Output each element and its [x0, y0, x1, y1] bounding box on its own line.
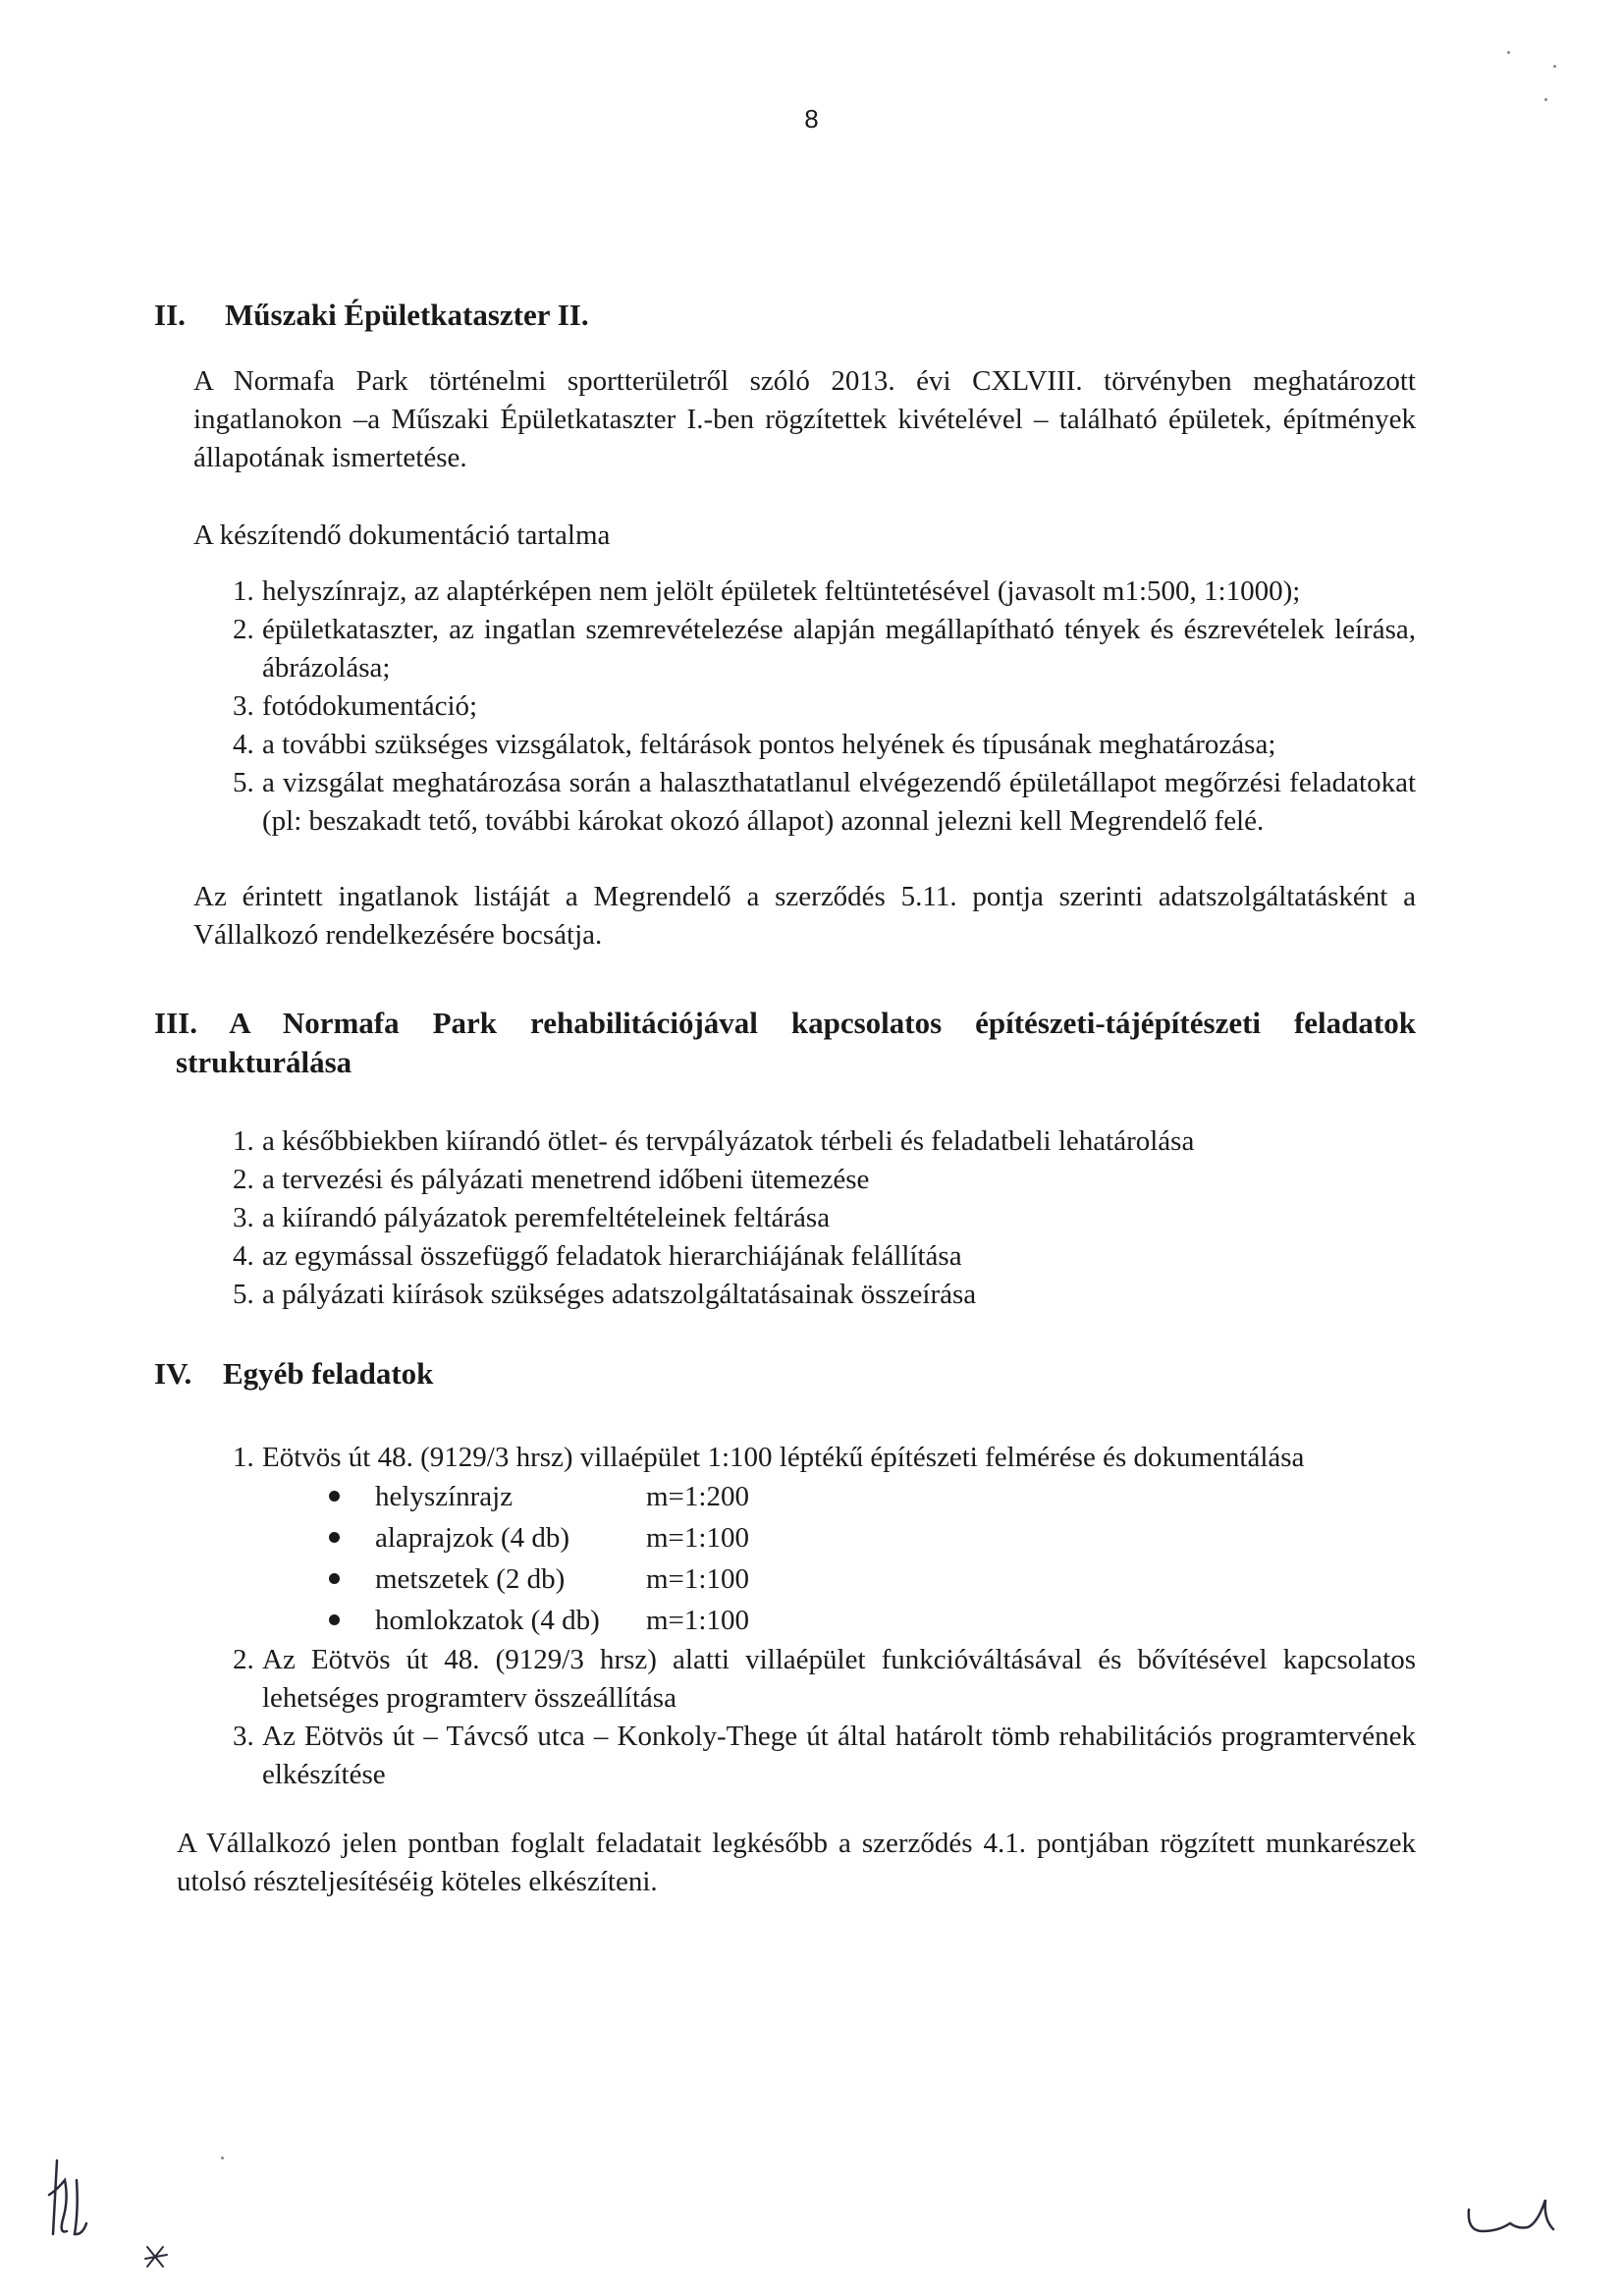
bullet-label: homlokzatok (4 db)	[375, 1605, 600, 1636]
list-number: 1.	[233, 1125, 254, 1157]
list-item	[233, 687, 1416, 726]
initials-signature-right	[1453, 2180, 1591, 2259]
bullet-label: alaprajzok (4 db)	[375, 1522, 570, 1554]
list-item	[233, 726, 1416, 764]
list-text: a tervezési és pályázati menetrend időbeni ütemezése	[262, 1164, 870, 1195]
section-3-title-line2: strukturálása	[176, 1045, 352, 1079]
list-text: a későbbiekben kiírandó ötlet- és tervpályázatok térbeli és feladatbeli lehatárolása	[262, 1125, 1195, 1157]
list-text: Eötvös út 48. (9129/3 hrsz) villaépület 1:100 léptékű építészeti felmérése és dokumentálása	[262, 1442, 1305, 1473]
list-number: 3.	[233, 690, 254, 722]
bullet-scale: m=1:100	[646, 1605, 749, 1636]
list-text: a további szükséges vizsgálatok, feltárások pontos helyének és típusának meghatározása;	[262, 729, 1276, 760]
section-2-intro: A Normafa Park történelmi sportterületről szóló 2013. évi CXLVIII. törvényben meghatározott ingatlanokon –a Műszaki Épületkataszter I.-ben rögzítettek kivételével – található épületek, építmények állapotának ismertetése.	[193, 365, 1416, 473]
section-3-title-line1: A Normafa Park rehabilitációjával kapcsolatos építészeti-tájépítészeti feladatok	[229, 1006, 1416, 1040]
section-3-number: III.	[154, 1006, 197, 1040]
list-number: 4.	[233, 1240, 254, 1272]
list-number: 2.	[233, 1644, 254, 1675]
list-text: Az Eötvös út – Távcső utca – Konkoly-Thege út által határolt tömb rehabilitációs programtervének elkészítése	[262, 1721, 1416, 1790]
list-item	[233, 1718, 1416, 1794]
list-text: fotódokumentáció;	[262, 690, 478, 722]
scan-speck	[1553, 65, 1556, 68]
list-item	[233, 1237, 1416, 1276]
list-item	[233, 764, 1416, 841]
list-number: 4.	[233, 729, 254, 760]
scan-speck	[1544, 98, 1547, 101]
list-text: az egymással összefüggő feladatok hierarchiájának felállítása	[262, 1240, 962, 1272]
list-number: 2.	[233, 614, 254, 645]
list-text: a pályázati kiírások szükséges adatszolgáltatásainak összeírása	[262, 1279, 977, 1310]
section-4-heading	[154, 1354, 433, 1394]
list-text: épületkataszter, az ingatlan szemrevételezése alapján megállapítható tények és észrevételek leírása, ábrázolása;	[262, 614, 1416, 683]
scan-speck	[221, 2157, 224, 2159]
bullet-label: metszetek (2 db)	[375, 1563, 566, 1595]
list-text: helyszínrajz, az alaptérképen nem jelölt épületek feltüntetésével (javasolt m1:500, 1:1000);	[262, 575, 1301, 607]
bullet-icon	[329, 1532, 340, 1543]
list-item	[233, 611, 1416, 687]
list-number: 3.	[233, 1202, 254, 1233]
bullet-scale: m=1:100	[646, 1563, 749, 1595]
list-number: 2.	[233, 1164, 254, 1195]
section-4-closing: A Vállalkozó jelen pontban foglalt feladatait legkésőbb a szerződés 4.1. pontjában rögzített munkarészek utolsó részteljesítéséig köteles elkészíteni.	[177, 1828, 1416, 1897]
list-number: 3.	[233, 1721, 254, 1752]
section-4-number: IV.	[154, 1356, 192, 1391]
list-text: a kiírandó pályázatok peremfeltételeinek feltárása	[262, 1202, 831, 1233]
list-number: 1.	[233, 575, 254, 607]
initials-signature-left	[39, 2141, 216, 2278]
list-text: Az Eötvös út 48. (9129/3 hrsz) alatti villaépület funkcióváltásával és bővítésével kapcsolatos lehetséges programterv összeállítása	[262, 1644, 1416, 1714]
scan-speck	[1507, 51, 1510, 54]
list-item	[233, 1641, 1416, 1718]
section-2-number: II.	[154, 298, 186, 332]
list-number: 5.	[233, 1279, 254, 1310]
list-text: a vizsgálat meghatározása során a halaszthatatlanul elvégezendő épületállapot megőrzési feladatokat (pl: beszakadt tető, további károkat okozó állapot) azonnal jelezni kell Megrendelő felé.	[262, 767, 1416, 837]
bullet-scale: m=1:200	[646, 1481, 749, 1512]
bullet-icon	[329, 1573, 340, 1584]
section-2-closing: Az érintett ingatlanok listáját a Megrendelő a szerződés 5.11. pontja szerinti adatszolgáltatásként a Vállalkozó rendelkezésére bocsátja.	[193, 881, 1416, 951]
bullet-icon	[329, 1614, 340, 1625]
doc-contents-heading: A készítendő dokumentáció tartalma	[193, 519, 611, 551]
list-number: 5.	[233, 767, 254, 798]
section-2-title: Műszaki Épületkataszter II.	[225, 298, 589, 332]
list-item	[233, 1161, 1416, 1199]
section-4-title: Egyéb feladatok	[223, 1356, 434, 1391]
list-item	[233, 1439, 1416, 1477]
list-number: 1.	[233, 1442, 254, 1473]
list-item	[233, 573, 1416, 611]
section-2-heading	[154, 296, 589, 335]
section-3-heading	[154, 1004, 1416, 1082]
list-item	[233, 1276, 1416, 1314]
page-number: 8	[804, 104, 819, 134]
bullet-icon	[329, 1491, 340, 1502]
list-item	[233, 1122, 1416, 1161]
list-item	[233, 1199, 1416, 1237]
bullet-scale: m=1:100	[646, 1522, 749, 1554]
bullet-label: helyszínrajz	[375, 1481, 514, 1512]
